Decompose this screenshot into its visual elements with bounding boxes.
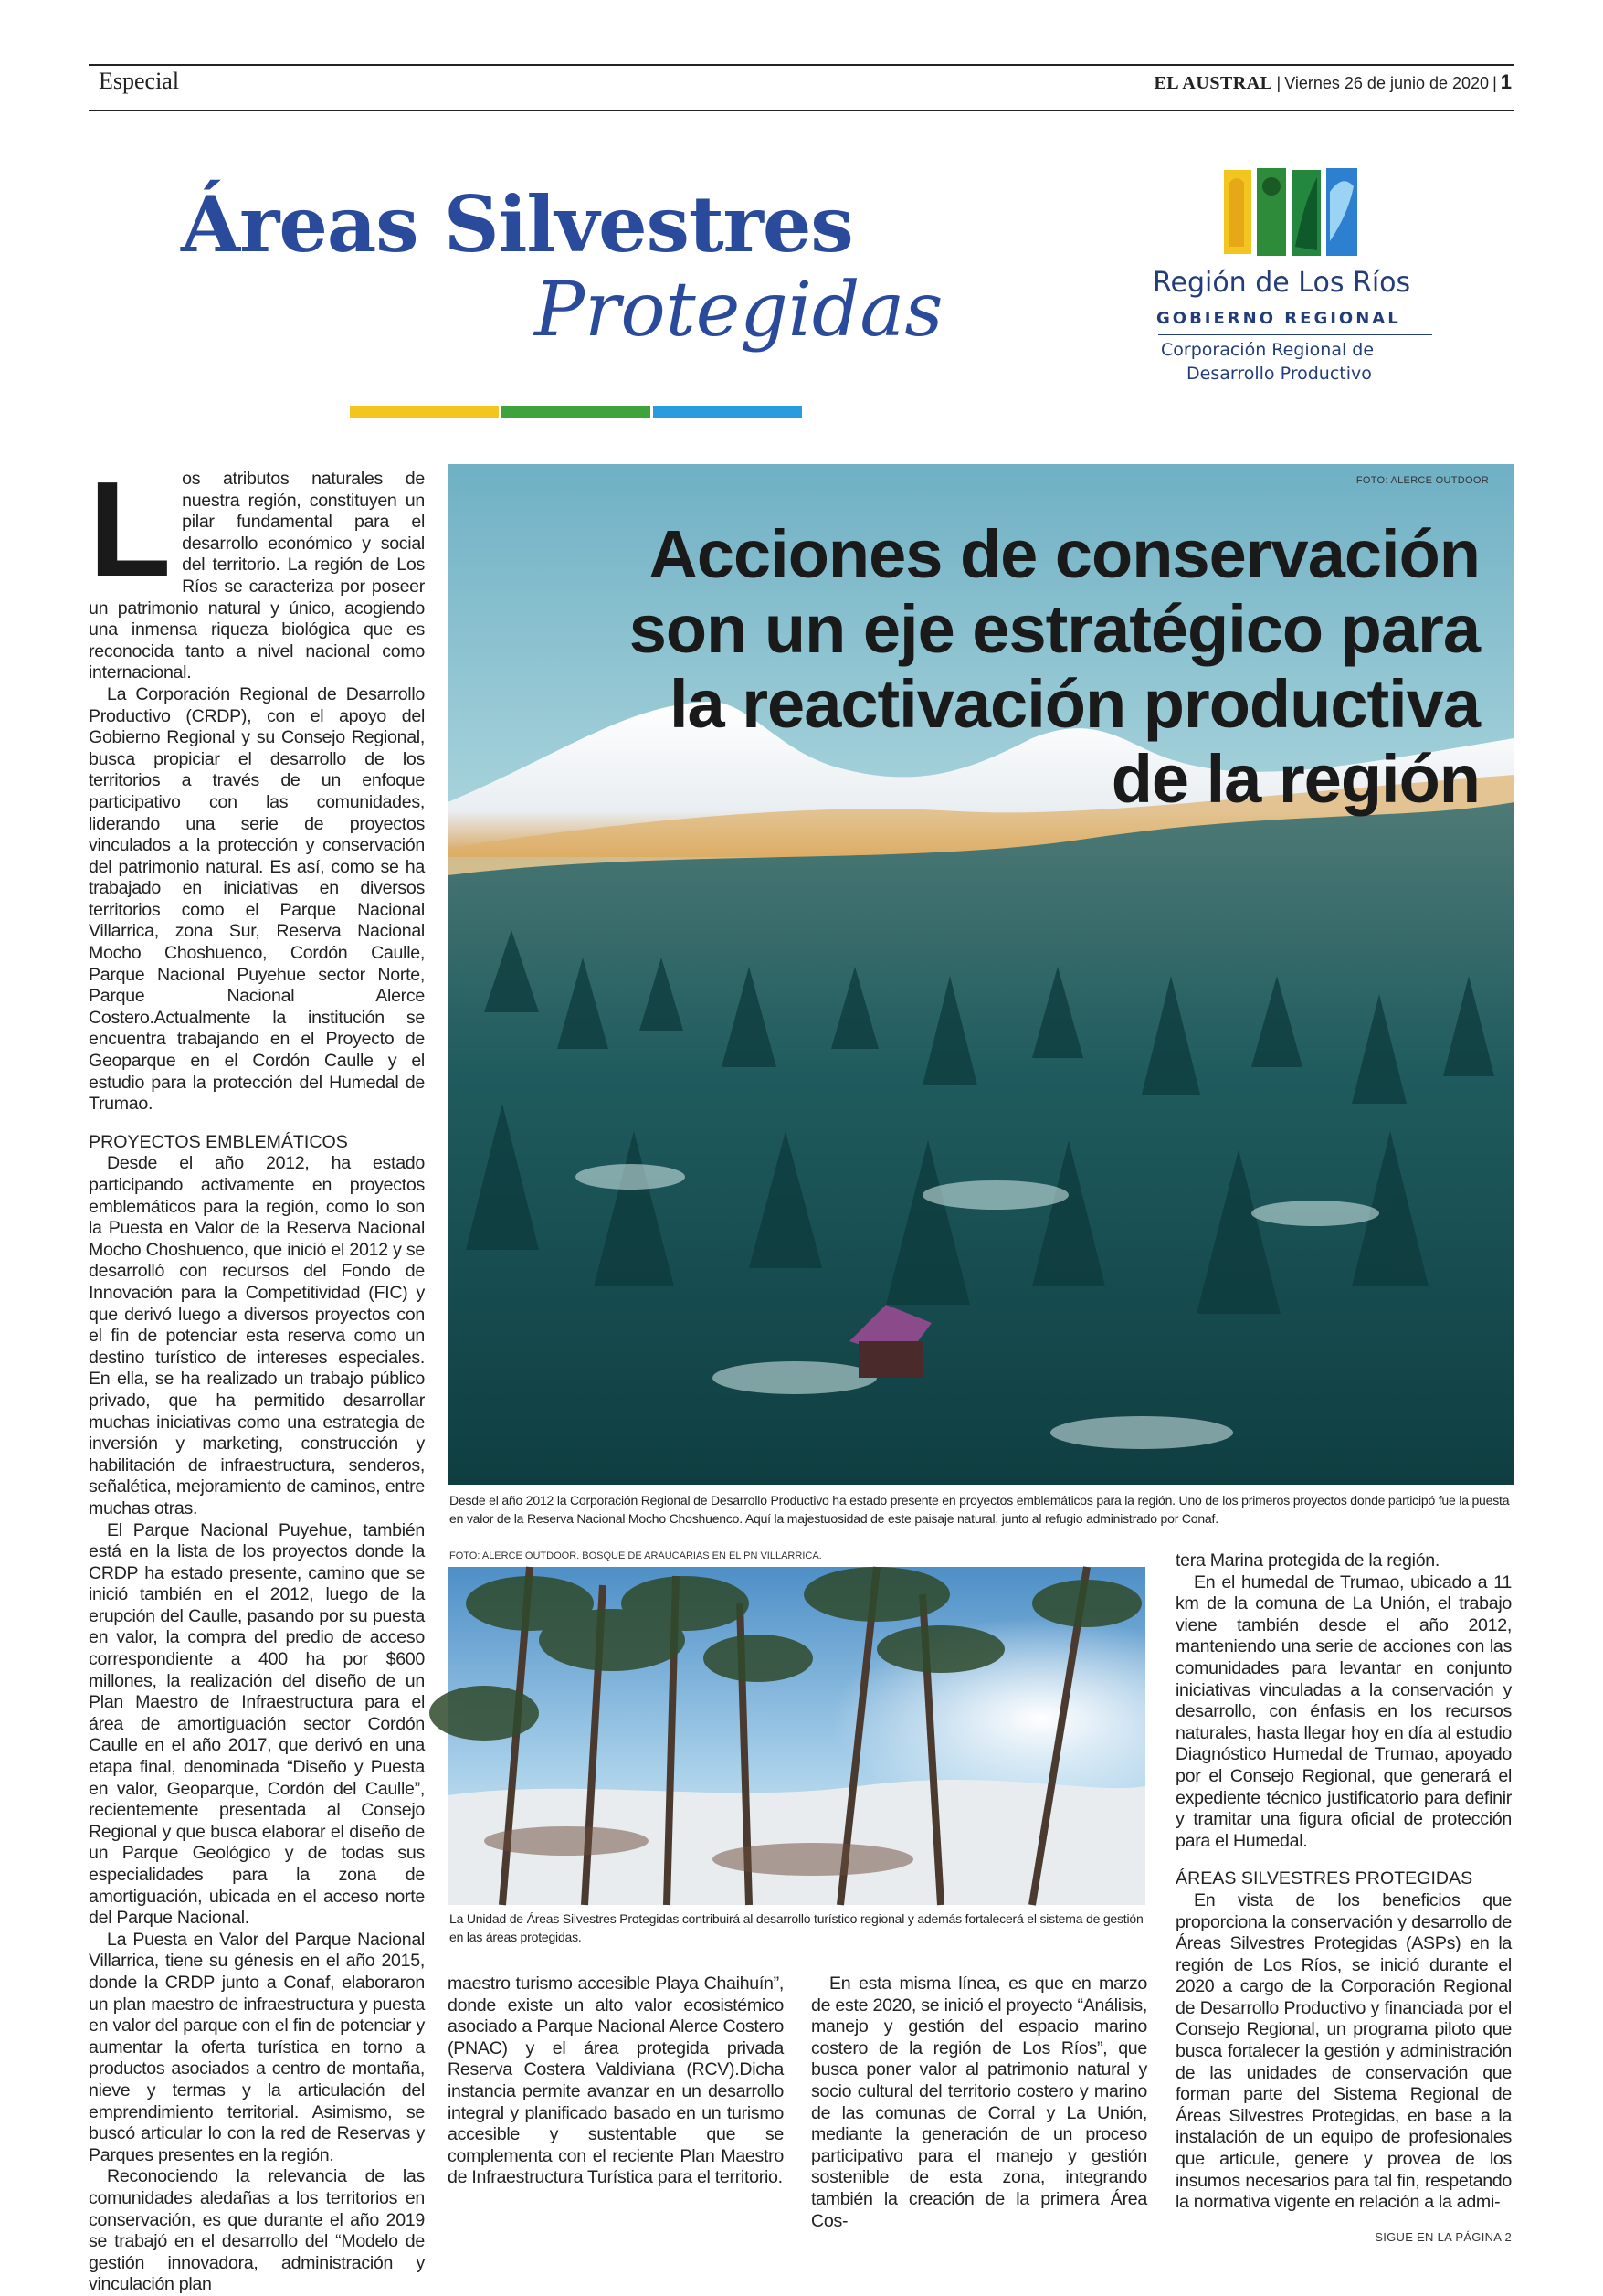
region-logo-icon bbox=[1220, 164, 1366, 265]
hero-caption: Desde el año 2012 la Corporación Regional de Desarrollo Productivo ha estado presente en proyectos emblemáticos para la región. Uno de los primeros proyectos donde participó fue la puesta en valor de la Reserva Nacional Mocho Choshuenco. Aquí la majestuosidad de este paisaje natural, junto al refugio administrado por Conaf. bbox=[449, 1493, 1510, 1526]
color-bar-green bbox=[501, 406, 650, 418]
continues-on-page[interactable]: SIGUE EN LA PÁGINA 2 bbox=[1375, 2230, 1512, 2244]
logo-corp-line2: Desarrollo Productivo bbox=[1186, 364, 1372, 384]
dateline: EL AUSTRAL | Viernes 26 de junio de 2020 | 1 bbox=[1154, 70, 1512, 93]
photo2-caption: La Unidad de Áreas Silvestres Protegidas contribuirá al desarrollo turístico regional y además fortalecerá el sistema de gestión en las áreas protegidas. bbox=[449, 1911, 1144, 1944]
paragraph: La Corporación Regional de Desarrollo Productivo (CRDP), con el apoyo del Gobierno Regional y su Consejo Regional, busca propiciar el desarrollo de los territorios a través de un enfoque participativo con las comunidades, liderando una serie de proyectos vinculados a la protección y conservación del patrimonio natural. Es así, como se ha trabajado en iniciativas en diversos territorios como el Parque Nacional Villarrica, zona Sur, Reserva Nacional Mocho Choshuenco, Cordón Caulle, Parque Nacional Puyehue sector Norte, Parque Nacional Alerce Costero.Actualmente la institución se encuentra trabajando en el Proyecto de Geoparque en el Cordón Caulle y el estudio para la protección del Humedal de Trumao. bbox=[89, 683, 425, 1115]
araucaria-forest-photo bbox=[448, 1567, 1145, 1905]
headline-line: Acciones de conservación bbox=[649, 516, 1480, 592]
issue-date: Viernes 26 de junio de 2020 bbox=[1284, 74, 1490, 92]
logo-divider bbox=[1158, 334, 1432, 335]
article-column-4 bbox=[1176, 1550, 1512, 2214]
paper-name: EL AUSTRAL bbox=[1154, 73, 1273, 93]
masthead-title: Áreas Silvestres bbox=[181, 179, 853, 270]
araucaria-forest-image bbox=[448, 1567, 1145, 1905]
logo-corp-line1: Corporación Regional de bbox=[1161, 340, 1375, 360]
header-rule bbox=[89, 110, 1514, 111]
hero-photo-credit: FOTO: ALERCE OUTDOOR bbox=[1355, 475, 1489, 486]
photo2-credit: FOTO: ALERCE OUTDOOR. BOSQUE DE ARAUCARIAS EN EL PN VILLARRICA. bbox=[449, 1550, 822, 1561]
top-rule bbox=[89, 64, 1514, 66]
paragraph: Desde el año 2012, ha estado participando activamente en proyectos emblemáticos para la región, como lo son la Puesta en Valor de la Reserva Nacional Mocho Choshuenco, que inició el 2012 y se desarrolló con recursos del Fondo de Innovación para la Competitividad (FIC) y que derivó luego a diversos proyectos con el fin de potenciar esta reserva como un destino turístico de intereses especiales. En ella, se ha realizado un trabajo público privado, que ha permitido desarrollar muchas iniciativas como una estrategia de inversión y marketing, construcción y habilitación de infraestructura, senderos, señalética, mejoramiento de caminos, entre muchas otras. bbox=[89, 1153, 425, 1518]
page-number: 1 bbox=[1500, 70, 1512, 93]
article-column-2 bbox=[448, 1973, 784, 2189]
paragraph: tera Marina protegida de la región. bbox=[1176, 1550, 1440, 1571]
masthead-subtitle: Protegidas bbox=[534, 267, 944, 354]
paragraph: En el humedal de Trumao, ubicado a 11 km de la comuna de La Unión, el trabajo viene también desde el año 2012, manteniendo una serie de acciones con las comunidades para levantar en conjunto iniciativas vinculadas a la conservación y desarrollo, con énfasis en los recursos naturales, hasta llegar hoy en día al estudio Diagnóstico Humedal de Trumao, apoyado por el Consejo Regional, que generará el expediente técnico justificatorio para definir y tramitar una figura oficial de protección para el Humedal. bbox=[1176, 1571, 1512, 1851]
subhead: PROYECTOS EMBLEMÁTICOS bbox=[89, 1131, 348, 1152]
color-bar-yellow bbox=[350, 406, 499, 418]
hero-photo bbox=[448, 464, 1514, 1485]
color-bar-blue bbox=[653, 406, 802, 418]
article-column-1 bbox=[89, 454, 425, 2296]
logo-gobierno: GOBIERNO REGIONAL bbox=[1156, 309, 1401, 328]
paragraph: En esta misma línea, es que en marzo de este 2020, se inició el proyecto “Análisis, manejo y gestión del espacio marino costero de la región de Los Ríos”, que busca poner valor al patrimonio natural y socio cultural del territorio costero y marino de las comunas de Corral y La Unión, mediante la generación de un proceso participativo para el manejo y gestión sostenible de esta zona, integrando también la creación de la primera Área Cos- bbox=[811, 1973, 1147, 2231]
logo-region-name: Región de Los Ríos bbox=[1153, 267, 1411, 299]
subhead: ÁREAS SILVESTRES PROTEGIDAS bbox=[1176, 1868, 1473, 1889]
article-column-3 bbox=[811, 1973, 1147, 2232]
headline-line: son un eje estratégico para bbox=[628, 591, 1480, 667]
drop-cap: L bbox=[89, 454, 172, 605]
headline-line: la reactivación productiva bbox=[669, 666, 1480, 742]
headline-line: de la región bbox=[1111, 741, 1480, 817]
paragraph: Reconociendo la relevancia de las comunidades aledañas a los territorios en conservación, es que durante el año 2019 se trabajó en el desarrollo del “Modelo de gestión innovadora, administración y vinculación plan bbox=[89, 2166, 425, 2295]
paragraph: El Parque Nacional Puyehue, también está en la lista de los proyectos donde la CRDP ha estado presente, camino que se inició también en el 2012, luego de la erupción del Caulle, pasando por su puesta en valor, la compra del predio de acceso correspondiente a 400 ha por $600 millones, la realización del diseño de un Plan Maestro de Infraestructura para el área de amortiguación sector Cordón Caulle en el año 2017, que derivó en una etapa final, denominada “Diseño y Puesta en valor, Geoparque, Cordón del Caulle”, recientemente presentada al Consejo Regional y que busca elaborar el diseño de un Parque Geológico y de todas sus especialidades para la zona de amortiguación, ubicada en el acceso norte del Parque Nacional. bbox=[89, 1519, 425, 1929]
paragraph: La Puesta en Valor del Parque Nacional Villarrica, tiene su génesis en el año 2015, donde la CRDP junto a Conaf, elaboraron un plan maestro de infraestructura y puesta en valor del parque con el fin de potenciar y aumentar la oferta turística en torno a productos asociados a centro de montaña, nieve y termas y la articulación del emprendimiento territorial. Asimismo, se buscó articular lo con la red de Reservas y Parques presentes en la región. bbox=[89, 1929, 425, 2165]
section-label: Especial bbox=[99, 68, 180, 94]
paragraph: maestro turismo accesible Playa Chaihuín”, donde existe un alto valor ecosistémico asociado a Parque Nacional Alerce Costero (PNAC) y el área protegida privada Reserva Costera Valdiviana (RCV).Dicha instancia permite avanzar en un desarrollo integral y planificado basado en un turismo accesible y sustentable que se complementa con el reciente Plan Maestro de Infraestructura Turística para el territorio. bbox=[448, 1973, 784, 2188]
paragraph: os atributos naturales de nuestra región, constituyen un pilar fundamental para el desarrollo económico y social del territorio. La región de Los Ríos se caracteriza por poseer un patrimonio natural y único, acogiendo una inmensa riqueza biológica que es reconocida tanto a nivel nacional como internacional. bbox=[89, 469, 425, 683]
paragraph: En vista de los beneficios que proporciona la conservación y desarrollo de Áreas Silvestres Protegidas (ASPs) en la región de Los Ríos, se inició durante el 2020 a cargo de la Corporación Regional de Desarrollo Productivo y financiada por el Consejo Regional, un programa piloto que busca fortalecer la gestión y administración de las unidades de conservación que forman parte del Sistema Regional de Áreas Silvestres Protegidas, en base a la instalación de un equipo de profesionales que articule, genere y provea de los insumos necesarios para tal fin, respetando la normativa vigente en relación a la admi- bbox=[1176, 1889, 1512, 2213]
article-headline bbox=[475, 517, 1480, 817]
